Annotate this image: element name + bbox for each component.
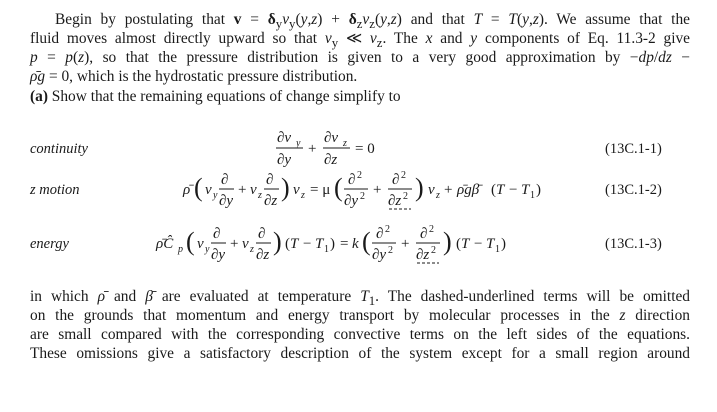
svg-text:z: z bbox=[250, 244, 254, 255]
svg-text:z: z bbox=[258, 190, 262, 201]
equation-label-continuity: continuity bbox=[30, 141, 88, 157]
svg-text:∂y: ∂y bbox=[219, 193, 234, 209]
svg-text:v: v bbox=[242, 236, 249, 252]
svg-text:): ) bbox=[501, 236, 506, 252]
equation-z-motion bbox=[182, 170, 541, 209]
svg-text:): ) bbox=[415, 173, 424, 202]
svg-text:∂y: ∂y bbox=[372, 247, 387, 263]
svg-text:−: − bbox=[509, 182, 518, 198]
equation-number-13c1-2: (13C.1-2) bbox=[605, 182, 662, 198]
svg-text:∂: ∂ bbox=[392, 172, 400, 188]
svg-text:+: + bbox=[308, 141, 317, 157]
svg-text:∂: ∂ bbox=[213, 226, 221, 242]
svg-text:2: 2 bbox=[431, 245, 436, 256]
svg-text:y: y bbox=[213, 190, 218, 201]
equation-number-13c1-1: (13C.1-1) bbox=[605, 141, 662, 157]
svg-text:): ) bbox=[443, 227, 452, 256]
svg-text:v: v bbox=[293, 182, 300, 198]
svg-text:v: v bbox=[250, 182, 257, 198]
equation-number-13c1-3: (13C.1-3) bbox=[605, 236, 662, 252]
svg-text:+: + bbox=[230, 236, 239, 252]
svg-text:(: ( bbox=[186, 227, 195, 256]
svg-text:∂y: ∂y bbox=[344, 193, 359, 209]
svg-text:2: 2 bbox=[401, 170, 406, 181]
svg-text:1: 1 bbox=[495, 244, 500, 255]
svg-text:+: + bbox=[401, 236, 410, 252]
paragraph-line-3: p = p(z), so that the pressure distribution is given to a very good approximation by −dp/dz − bbox=[30, 49, 690, 66]
svg-text:∂z: ∂z bbox=[256, 247, 270, 263]
svg-text:+: + bbox=[444, 182, 453, 198]
svg-text:2: 2 bbox=[388, 245, 393, 256]
equation-continuity bbox=[276, 130, 375, 168]
svg-text:v: v bbox=[428, 182, 435, 198]
svg-text:(: ( bbox=[334, 173, 343, 202]
svg-text:T: T bbox=[486, 236, 495, 252]
svg-text:2: 2 bbox=[385, 224, 390, 235]
svg-text:(: ( bbox=[491, 182, 496, 198]
closing-line-1: in which ρ̄ and β̄ are evaluated at temperature $T_1$. The dashed-underlined terms will be omitted bbox=[30, 288, 690, 309]
svg-text:y: y bbox=[296, 138, 301, 149]
svg-text:2: 2 bbox=[360, 191, 365, 202]
svg-text:∂z: ∂z bbox=[324, 152, 338, 168]
part-a-prompt: (a) Show that the remaining equations of change simplify to bbox=[30, 88, 401, 105]
svg-text:(: ( bbox=[362, 227, 371, 256]
svg-text:∂: ∂ bbox=[221, 172, 229, 188]
svg-text:2: 2 bbox=[403, 191, 408, 202]
svg-text:(: ( bbox=[194, 173, 203, 202]
svg-text:): ) bbox=[273, 227, 282, 256]
svg-text:T: T bbox=[290, 236, 299, 252]
svg-text:ρ̄: ρ̄ bbox=[183, 182, 191, 198]
paragraph-line-2: fluid moves almost directly upward so that $v_y$ ≪ $v_z$. The x and y components of Eq. 11.3-2 give bbox=[30, 30, 691, 51]
svg-text:v: v bbox=[197, 236, 204, 252]
svg-text:∂: ∂ bbox=[420, 226, 428, 242]
svg-text:=: = bbox=[340, 236, 349, 252]
svg-text:+: + bbox=[238, 182, 247, 198]
equation-energy bbox=[155, 224, 506, 263]
paragraph-line-1: Begin by postulating that $v = \delta_yv_y(y,z) + \delta_zv_z(y,z)$ and that T = T(y,z). We assume that the bbox=[55, 11, 690, 32]
svg-text:v: v bbox=[205, 182, 212, 198]
svg-text:z: z bbox=[301, 190, 305, 201]
svg-text:∂v: ∂v bbox=[324, 130, 339, 146]
svg-text:ρ̄gβ̄: ρ̄gβ̄ bbox=[457, 182, 480, 198]
svg-text:T: T bbox=[496, 182, 505, 198]
equation-label-z-motion: z motion bbox=[30, 182, 80, 198]
closing-line-2: on the grounds that momentum and energy transport by molecular processes in the z direction bbox=[30, 307, 690, 324]
svg-text:1: 1 bbox=[530, 190, 535, 201]
svg-text:): ) bbox=[330, 236, 335, 252]
svg-text:∂: ∂ bbox=[348, 172, 356, 188]
svg-text:p: p bbox=[178, 244, 183, 255]
svg-text:∂z: ∂z bbox=[264, 193, 278, 209]
svg-text:): ) bbox=[281, 173, 290, 202]
svg-text:−: − bbox=[474, 236, 483, 252]
svg-text:= μ: = μ bbox=[310, 182, 331, 198]
equation-label-energy: energy bbox=[30, 236, 69, 252]
closing-line-3: are small compared with the corresponding convective terms on the left sides of the equations. bbox=[30, 326, 690, 343]
svg-text:ρ̄Ĉ: ρ̄Ĉ bbox=[156, 236, 174, 252]
svg-text:y: y bbox=[205, 244, 210, 255]
svg-text:k: k bbox=[352, 236, 359, 252]
svg-text:T: T bbox=[315, 236, 324, 252]
svg-text:−: − bbox=[303, 236, 312, 252]
paragraph-line-4: ρ̄g = 0, which is the hydrostatic pressure distribution. bbox=[30, 68, 358, 85]
svg-text:∂: ∂ bbox=[376, 226, 384, 242]
svg-text:+: + bbox=[373, 182, 382, 198]
svg-text:= 0: = 0 bbox=[355, 141, 375, 157]
svg-text:1: 1 bbox=[324, 244, 329, 255]
svg-text:): ) bbox=[536, 182, 541, 198]
svg-text:∂v: ∂v bbox=[277, 130, 292, 146]
svg-text:∂: ∂ bbox=[266, 172, 274, 188]
svg-text:z: z bbox=[436, 190, 440, 201]
svg-text:∂z: ∂z bbox=[416, 247, 430, 263]
svg-text:∂y: ∂y bbox=[277, 152, 292, 168]
svg-text:(: ( bbox=[285, 236, 290, 252]
svg-text:∂z: ∂z bbox=[388, 193, 402, 209]
equations-block bbox=[0, 112, 717, 272]
svg-text:2: 2 bbox=[429, 224, 434, 235]
svg-text:∂y: ∂y bbox=[211, 247, 226, 263]
svg-text:z: z bbox=[343, 138, 347, 149]
closing-line-4: These omissions give a satisfactory description of the system except for a small region around bbox=[30, 345, 690, 362]
svg-text:2: 2 bbox=[357, 170, 362, 181]
svg-text:(: ( bbox=[456, 236, 461, 252]
svg-text:T: T bbox=[521, 182, 530, 198]
svg-text:T: T bbox=[461, 236, 470, 252]
svg-text:∂: ∂ bbox=[258, 226, 266, 242]
